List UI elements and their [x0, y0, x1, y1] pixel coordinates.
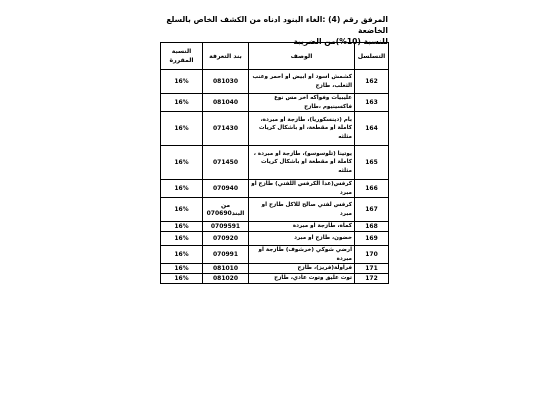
- row-serial: 171: [355, 264, 389, 274]
- table-body: [161, 70, 389, 284]
- row-tariff-code: من البند070690: [203, 198, 249, 222]
- header-serial: التسلسل: [355, 43, 389, 70]
- row-rate: 16%: [161, 264, 203, 274]
- row-description: كماة، طازجة او مبردة: [249, 222, 355, 232]
- row-rate: 16%: [161, 180, 203, 198]
- table-row: [161, 70, 389, 94]
- header-tariff-code: بند التعرفة: [203, 43, 249, 70]
- table-row: [161, 274, 389, 284]
- row-description: كرفس(عدا الكرفس اللفتي) طازج او مبرد: [249, 180, 355, 198]
- row-tariff-code: 081030: [203, 70, 249, 94]
- row-serial: 167: [355, 198, 389, 222]
- row-description: ارضي شوكي (خرشوف) طازجة او مبردة: [249, 246, 355, 264]
- row-description: يوتينا (تلوسوسو)، طازجة او مبردة ، كاملة او مقطعة او باشكال كريات مثلثه: [249, 146, 355, 180]
- row-tariff-code: 070940: [203, 180, 249, 198]
- row-tariff-code: 071450: [203, 146, 249, 180]
- table-row: [161, 146, 389, 180]
- row-serial: 168: [355, 222, 389, 232]
- row-description: فراولة(فريز)، طازج: [249, 264, 355, 274]
- row-tariff-code: 081040: [203, 94, 249, 112]
- row-serial: 162: [355, 70, 389, 94]
- row-rate: 16%: [161, 70, 203, 94]
- row-rate: 16%: [161, 222, 203, 232]
- row-description: عليبيات وفواكه اخر مس نوع فاكسينيوم ،طازج: [249, 94, 355, 112]
- table-row: [161, 180, 389, 198]
- row-description: توت عليق وتوت عادي، طازج: [249, 274, 355, 284]
- row-tariff-code: 081020: [203, 274, 249, 284]
- row-rate: 16%: [161, 274, 203, 284]
- row-tariff-code: 071430: [203, 112, 249, 146]
- table-header-row: [161, 43, 389, 70]
- title-line-1: المرفق رقم (4) :الغاء البنود ادناه من الكشف الخاص بالسلع الخاضعة: [166, 15, 388, 35]
- row-rate: 16%: [161, 246, 203, 264]
- row-rate: 16%: [161, 198, 203, 222]
- row-tariff-code: 070991: [203, 246, 249, 264]
- table-row: [161, 222, 389, 232]
- row-serial: 166: [355, 180, 389, 198]
- row-description: بام (دينسكوريا)، طازجة او مبردة، كاملة او مقطعة، او باشكال كريات مثلثه: [249, 112, 355, 146]
- table-row: [161, 94, 389, 112]
- row-rate: 16%: [161, 232, 203, 246]
- table-row: [161, 264, 389, 274]
- row-description: خضون، طازج او مبرد: [249, 232, 355, 246]
- row-serial: 172: [355, 274, 389, 284]
- row-rate: 16%: [161, 94, 203, 112]
- table-row: [161, 112, 389, 146]
- row-rate: 16%: [161, 112, 203, 146]
- row-tariff-code: 0709591: [203, 222, 249, 232]
- table-row: [161, 246, 389, 264]
- row-tariff-code: 081010: [203, 264, 249, 274]
- row-serial: 163: [355, 94, 389, 112]
- row-description: كشمش اسود او ابيض او احمر وعنب الثعلب، طازج: [249, 70, 355, 94]
- row-serial: 170: [355, 246, 389, 264]
- table-row: [161, 232, 389, 246]
- header-rate: النسبة المقررة: [161, 43, 203, 70]
- row-tariff-code: 070920: [203, 232, 249, 246]
- row-serial: 165: [355, 146, 389, 180]
- row-serial: 164: [355, 112, 389, 146]
- row-rate: 16%: [161, 146, 203, 180]
- table-row: [161, 198, 389, 222]
- row-description: كرفس لفتي صالح للاكل طازج او مبرد: [249, 198, 355, 222]
- header-description: الوصف: [249, 43, 355, 70]
- title-line-2: للنسبة (10%)من الضريبة: [293, 37, 388, 46]
- row-serial: 169: [355, 232, 389, 246]
- tariff-table: [160, 42, 389, 284]
